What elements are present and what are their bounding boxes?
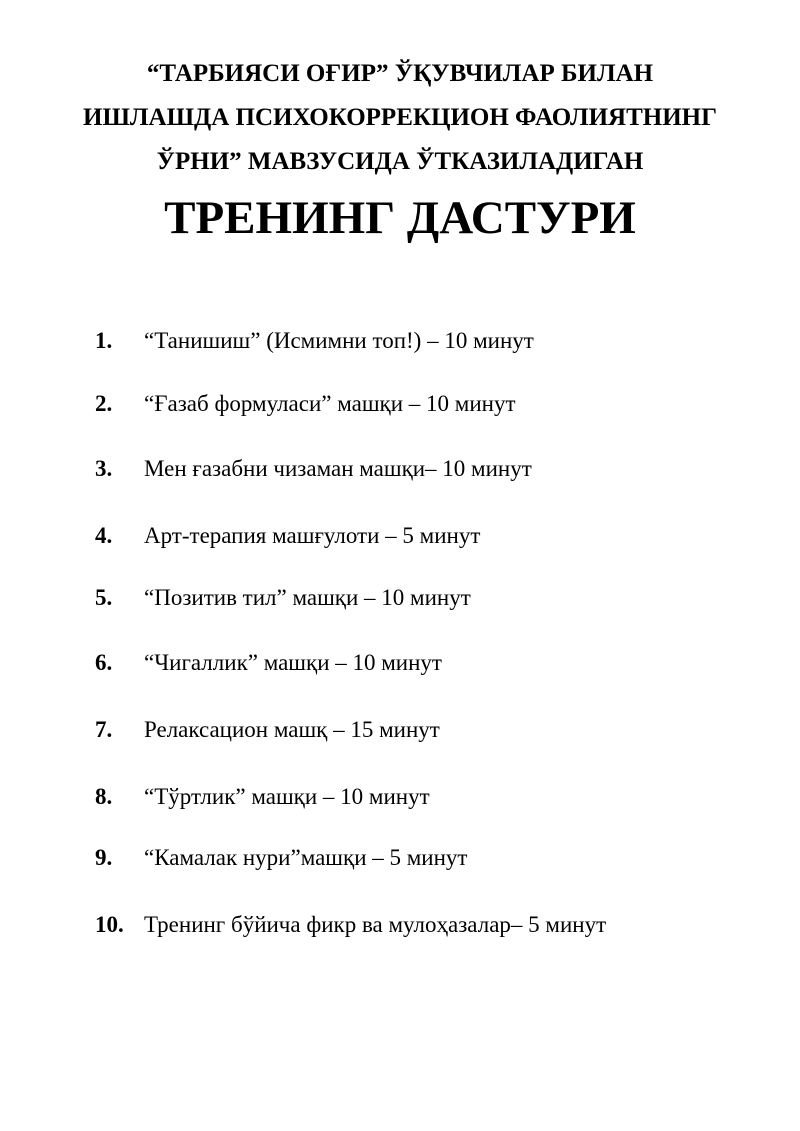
agenda-item (0, 516, 800, 556)
agenda-item-text: Релаксацион машқ – 15 минут (144, 717, 440, 742)
page-title: ТРЕНИНГ ДАСТУРИ (164, 192, 636, 244)
agenda-item (0, 384, 800, 424)
agenda-item-number: 7. (95, 717, 113, 742)
agenda-item-number: 10. (95, 912, 124, 937)
agenda-item-text: “Камалак нури”машқи – 5 минут (144, 845, 468, 870)
agenda-item (0, 578, 800, 618)
agenda-item-text: “Тўртлик” машқи – 10 минут (144, 784, 430, 809)
agenda-item-number: 9. (95, 845, 113, 870)
agenda-item-text: Арт-терапия машғулоти – 5 минут (144, 523, 481, 548)
agenda-item (0, 777, 800, 817)
agenda-item-number: 8. (95, 784, 113, 809)
agenda-item-text: “Чигаллик” машқи – 10 минут (144, 650, 442, 675)
agenda-item (0, 838, 800, 878)
agenda-item-number: 4. (95, 523, 113, 548)
subtitle-line-3: ЎРНИ” МАВЗУСИДА ЎТКАЗИЛАДИГАН (156, 148, 644, 175)
agenda-item (0, 449, 800, 489)
agenda-item-text: “Ғазаб формуласи” машқи – 10 минут (144, 391, 516, 416)
subtitle-line-2: ИШЛАШДА ПСИХОКОРРЕКЦИОН ФАОЛИЯТНИНГ (83, 104, 717, 131)
agenda-item-text: Тренинг бўйича фикр ва мулоҳазалар– 5 минут (144, 912, 607, 937)
agenda-item-number: 6. (95, 650, 113, 675)
agenda-item-number: 1. (95, 328, 113, 353)
agenda-item-number: 2. (95, 391, 113, 416)
agenda-item (0, 710, 800, 750)
agenda-item-number: 3. (95, 456, 113, 481)
agenda-item-number: 5. (95, 585, 113, 610)
agenda-item (0, 905, 800, 945)
agenda-item-text: “Позитив тил” машқи – 10 минут (144, 585, 471, 610)
agenda-item (0, 321, 800, 361)
subtitle-line-1: “ТАРБИЯСИ ОҒИР” ЎҚУВЧИЛАР БИЛАН (146, 60, 654, 87)
agenda-item-text: “Танишиш” (Исмимни топ!) – 10 минут (144, 328, 534, 353)
agenda-item (0, 643, 800, 683)
agenda-item-text: Мен ғазабни чизаман машқи– 10 минут (144, 456, 532, 481)
